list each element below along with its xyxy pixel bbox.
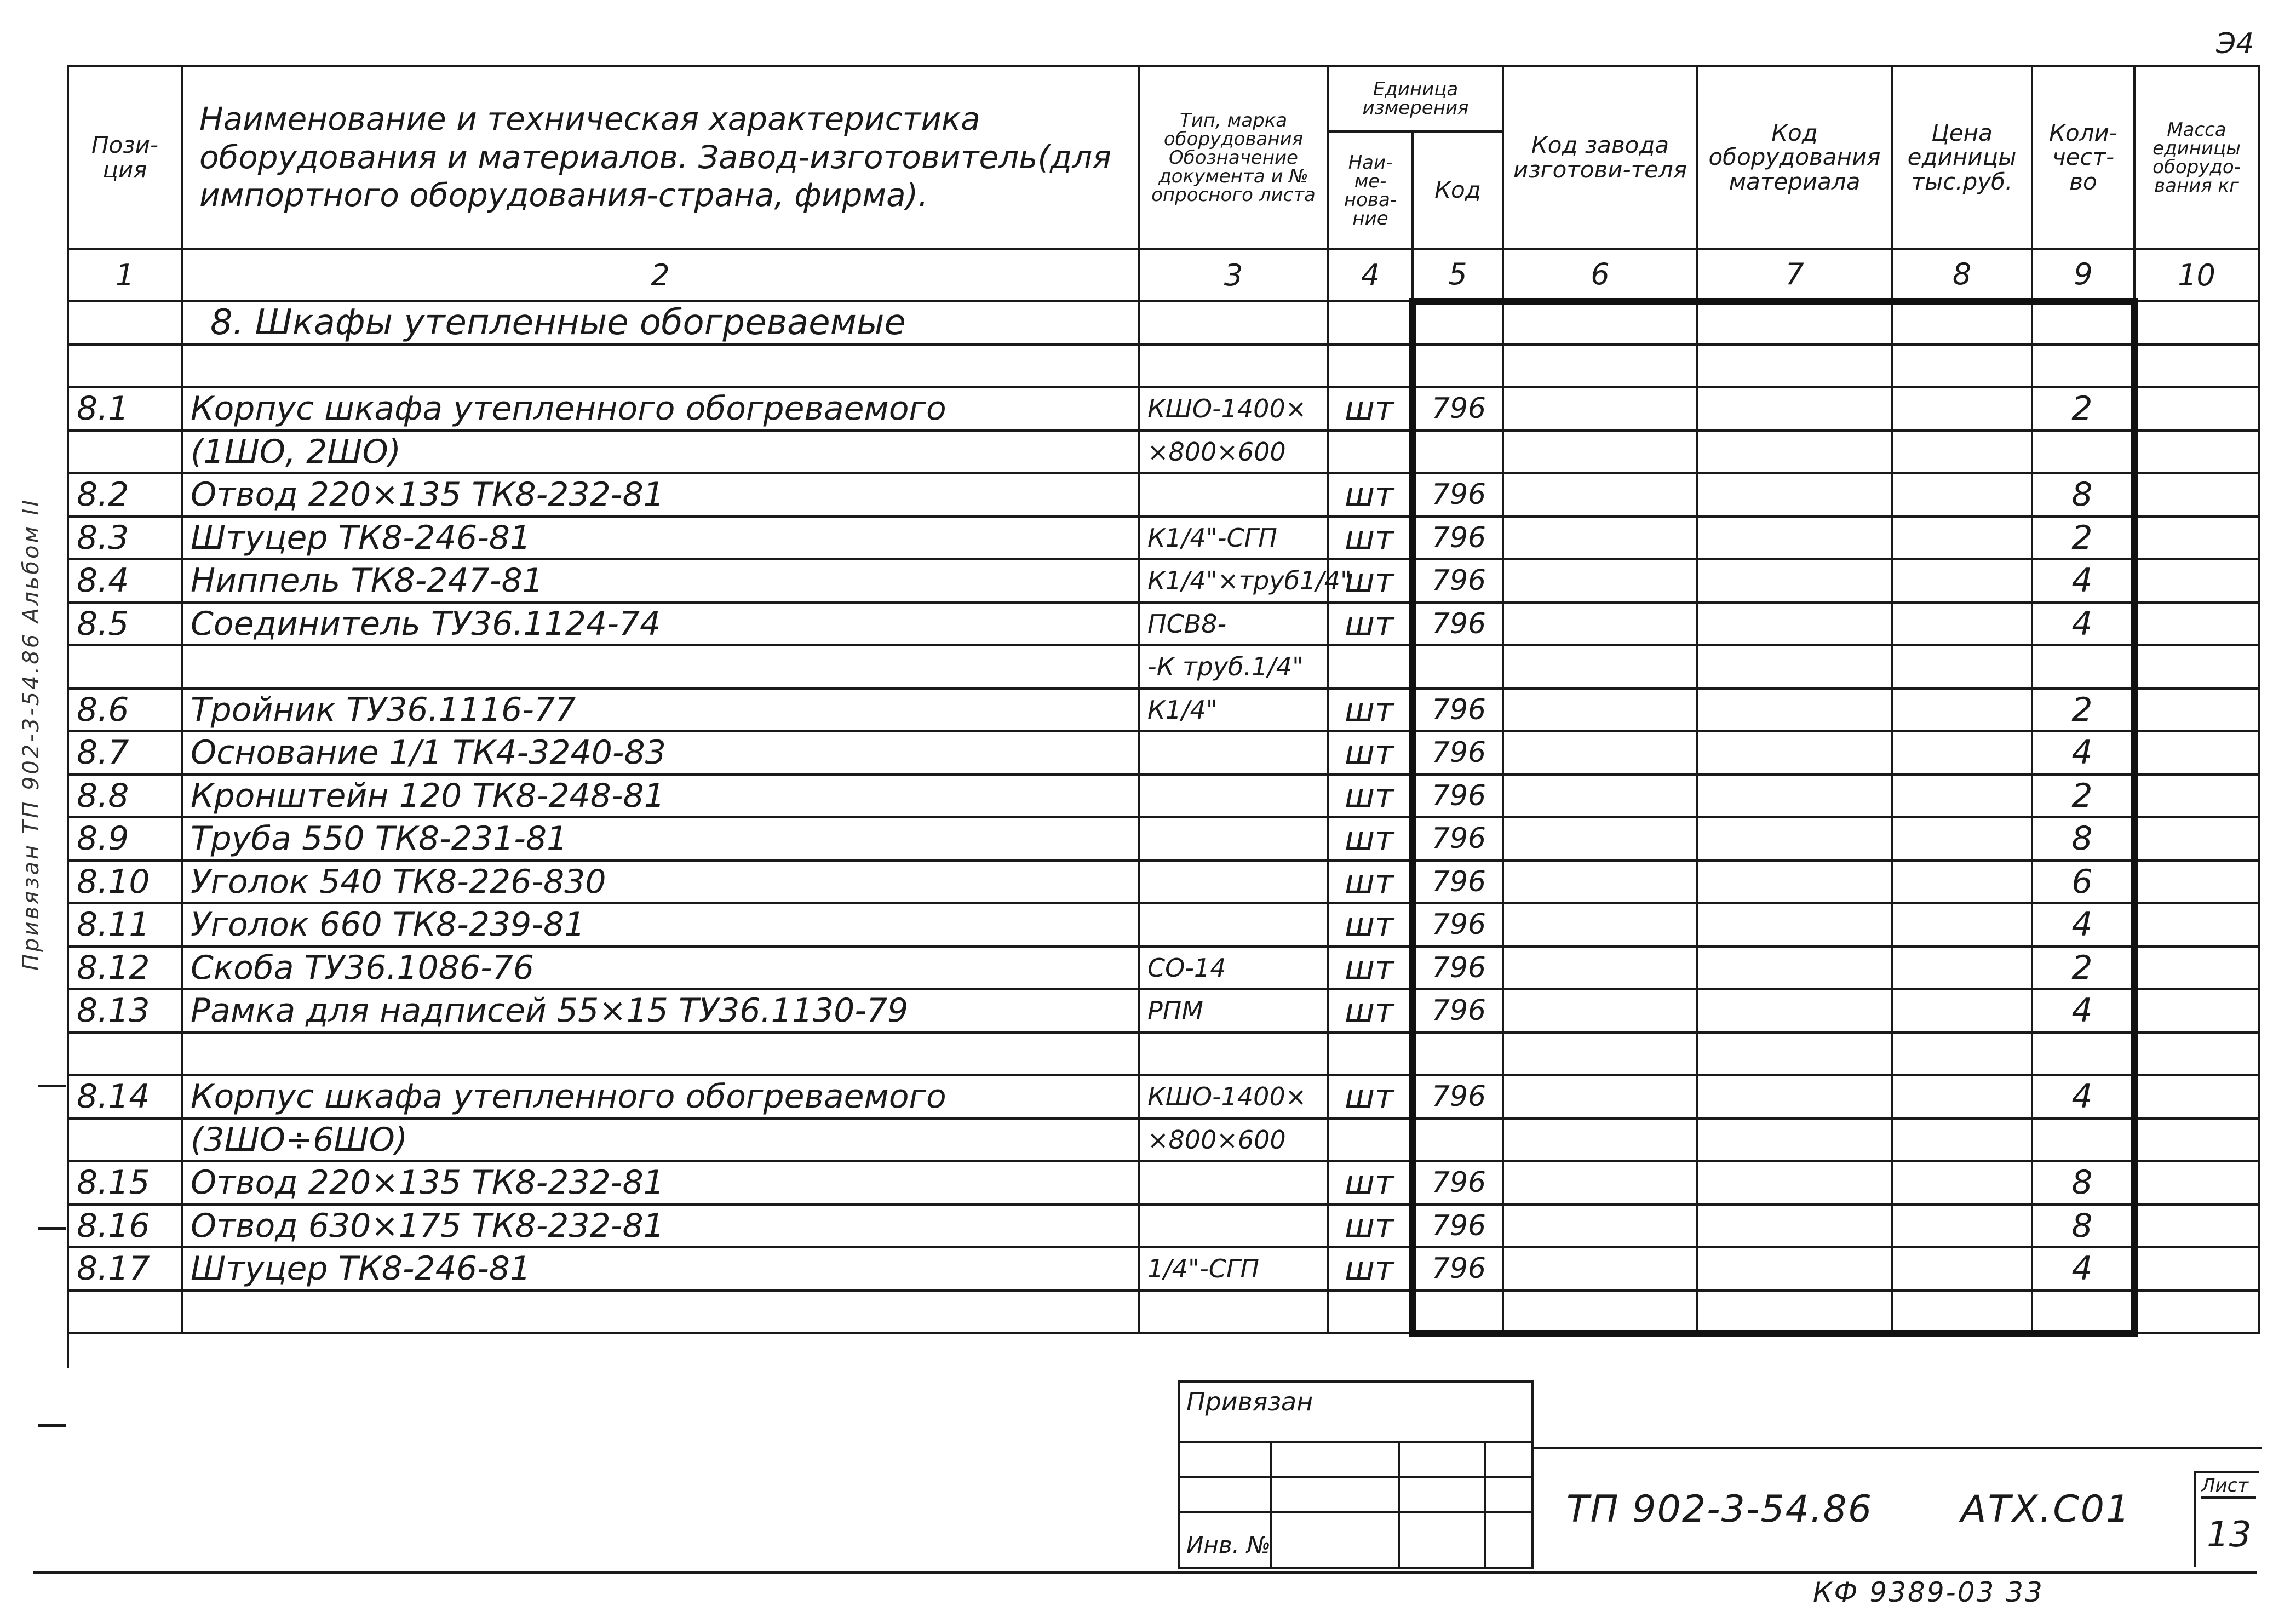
unit-cell: шт bbox=[1328, 861, 1413, 904]
material-code-cell bbox=[1697, 689, 1892, 732]
material-code-cell bbox=[1697, 775, 1892, 818]
type-cell: -К труб.1/4" bbox=[1139, 645, 1328, 689]
mass-cell bbox=[2134, 559, 2259, 603]
unit-code-cell: 796 bbox=[1413, 1205, 1503, 1248]
table-row bbox=[68, 517, 2259, 560]
unit-cell: шт bbox=[1328, 387, 1413, 431]
unit-code-cell: 796 bbox=[1413, 387, 1503, 431]
table-row bbox=[68, 947, 2259, 990]
type-cell: К1/4"×труб1/4" bbox=[1139, 559, 1328, 603]
unit-code-cell bbox=[1413, 1119, 1503, 1162]
position-cell bbox=[68, 645, 182, 689]
position-cell: 8.13 bbox=[68, 989, 182, 1033]
item-name-text: (1ШО, 2ШО) bbox=[191, 433, 401, 474]
unit-cell: шт bbox=[1328, 1205, 1413, 1248]
type-cell bbox=[1139, 861, 1328, 904]
type-cell: ПСВ8- bbox=[1139, 603, 1328, 646]
column-number: 7 bbox=[1697, 249, 1892, 301]
table-row bbox=[68, 559, 2259, 603]
maker-code-cell bbox=[1503, 903, 1697, 947]
unit-cell: шт bbox=[1328, 731, 1413, 775]
item-name-text: Кронштейн 120 ТК8-248-81 bbox=[191, 777, 665, 818]
material-code-cell bbox=[1697, 1075, 1892, 1119]
unit-code-cell: 796 bbox=[1413, 559, 1503, 603]
position-cell: 8.1 bbox=[68, 387, 182, 431]
mass-cell bbox=[2134, 689, 2259, 732]
type-cell bbox=[1139, 817, 1328, 861]
position-cell: 8.16 bbox=[68, 1205, 182, 1248]
type-cell: 1/4"-СГП bbox=[1139, 1247, 1328, 1291]
material-code-cell bbox=[1697, 947, 1892, 990]
mass-cell bbox=[2134, 1247, 2259, 1291]
column-number: 5 bbox=[1413, 249, 1503, 301]
item-name-cell bbox=[182, 861, 1139, 904]
item-name-cell bbox=[182, 903, 1139, 947]
maker-code-cell bbox=[1503, 689, 1697, 732]
item-name-cell bbox=[182, 775, 1139, 818]
quantity-cell: 8 bbox=[2032, 1161, 2134, 1205]
maker-code-cell bbox=[1503, 1247, 1697, 1291]
item-name-text: Штуцер ТК8-246-81 bbox=[191, 519, 531, 560]
type-cell: РПМ bbox=[1139, 989, 1328, 1033]
type-cell: КШО-1400× bbox=[1139, 1075, 1328, 1119]
quantity-cell: 4 bbox=[2032, 1247, 2134, 1291]
unit-cell: шт bbox=[1328, 473, 1413, 517]
column-number: 10 bbox=[2134, 249, 2259, 301]
header-unit-code: Код bbox=[1413, 131, 1503, 249]
position-cell: 8.4 bbox=[68, 559, 182, 603]
type-cell: ×800×600 bbox=[1139, 431, 1328, 474]
price-cell bbox=[1892, 775, 2032, 818]
item-name-text: Штуцер ТК8-246-81 bbox=[191, 1249, 531, 1291]
header-type: Тип, марка оборудования Обозначение документа и № опросного листа bbox=[1139, 66, 1328, 249]
quantity-cell: 2 bbox=[2032, 517, 2134, 560]
price-cell bbox=[1892, 645, 2032, 689]
unit-code-cell: 796 bbox=[1413, 903, 1503, 947]
maker-code-cell bbox=[1503, 817, 1697, 861]
mass-cell bbox=[2134, 645, 2259, 689]
unit-cell: шт bbox=[1328, 1161, 1413, 1205]
spacer-row bbox=[68, 345, 2259, 388]
quantity-cell: 2 bbox=[2032, 387, 2134, 431]
header-position: Пози-ция bbox=[68, 66, 182, 249]
corner-mark: Э4 bbox=[2216, 27, 2254, 60]
column-number: 9 bbox=[2032, 249, 2134, 301]
maker-code-cell bbox=[1503, 387, 1697, 431]
quantity-cell: 2 bbox=[2032, 775, 2134, 818]
maker-code-cell bbox=[1503, 1205, 1697, 1248]
item-name-cell bbox=[182, 817, 1139, 861]
table-row bbox=[68, 903, 2259, 947]
quantity-cell: 2 bbox=[2032, 689, 2134, 732]
type-cell bbox=[1139, 1205, 1328, 1248]
type-cell bbox=[1139, 731, 1328, 775]
quantity-cell bbox=[2032, 431, 2134, 474]
mass-cell bbox=[2134, 947, 2259, 990]
document-code: ТП 902-3-54.86 bbox=[1566, 1488, 1873, 1531]
table-row bbox=[68, 1161, 2259, 1205]
mass-cell bbox=[2134, 1119, 2259, 1162]
table-row bbox=[68, 989, 2259, 1033]
unit-code-cell: 796 bbox=[1413, 689, 1503, 732]
material-code-cell bbox=[1697, 1033, 1892, 1076]
maker-code-cell bbox=[1503, 1119, 1697, 1162]
maker-code-cell bbox=[1503, 775, 1697, 818]
item-name-cell bbox=[182, 1033, 1139, 1076]
item-name-cell bbox=[182, 689, 1139, 732]
unit-cell: шт bbox=[1328, 517, 1413, 560]
table-row bbox=[68, 1033, 2259, 1076]
quantity-cell: 6 bbox=[2032, 861, 2134, 904]
material-code-cell bbox=[1697, 1247, 1892, 1291]
item-name-cell bbox=[182, 645, 1139, 689]
header-price: Цена единицы тыс.руб. bbox=[1892, 66, 2032, 249]
unit-cell: шт bbox=[1328, 775, 1413, 818]
mass-cell bbox=[2134, 473, 2259, 517]
item-name-cell bbox=[182, 603, 1139, 646]
price-cell bbox=[1892, 1119, 2032, 1162]
material-code-cell bbox=[1697, 431, 1892, 474]
unit-code-cell bbox=[1413, 645, 1503, 689]
maker-code-cell bbox=[1503, 861, 1697, 904]
header-name: Наименование и техническая характеристика оборудования и материалов. Завод-изготовитель(для импортного оборудования-страна, фирма). bbox=[182, 66, 1139, 249]
type-cell: К1/4"-СГП bbox=[1139, 517, 1328, 560]
maker-code-cell bbox=[1503, 989, 1697, 1033]
item-name-cell bbox=[182, 517, 1139, 560]
unit-code-cell: 796 bbox=[1413, 517, 1503, 560]
table-row bbox=[68, 1075, 2259, 1119]
table-row bbox=[68, 1205, 2259, 1248]
item-name-text: Отвод 220×135 ТК8-232-81 bbox=[191, 1163, 664, 1205]
material-code-cell bbox=[1697, 1205, 1892, 1248]
title-block bbox=[1534, 1447, 2262, 1568]
unit-code-cell: 796 bbox=[1413, 473, 1503, 517]
column-number: 6 bbox=[1503, 249, 1697, 301]
table-row bbox=[68, 1119, 2259, 1162]
price-cell bbox=[1892, 861, 2032, 904]
mass-cell bbox=[2134, 903, 2259, 947]
header-unit-group: Единица измерения bbox=[1328, 66, 1503, 131]
table-row bbox=[68, 775, 2259, 818]
item-name-text: Отвод 220×135 ТК8-232-81 bbox=[191, 475, 664, 517]
item-name-cell bbox=[182, 731, 1139, 775]
mass-cell bbox=[2134, 989, 2259, 1033]
unit-cell: шт bbox=[1328, 559, 1413, 603]
column-number: 3 bbox=[1139, 249, 1328, 301]
item-name-text: Скоба ТУ36.1086-76 bbox=[191, 949, 534, 990]
sheet-number: 13 bbox=[2207, 1515, 2252, 1555]
item-name-text: Корпус шкафа утепленного обогреваемого bbox=[191, 1077, 946, 1119]
item-name-cell bbox=[182, 947, 1139, 990]
item-name-text: (3ШО÷6ШО) bbox=[191, 1121, 407, 1162]
price-cell bbox=[1892, 689, 2032, 732]
table-row bbox=[68, 603, 2259, 646]
item-name-text: Тройник ТУ36.1116-77 bbox=[191, 691, 576, 732]
mass-cell bbox=[2134, 387, 2259, 431]
price-cell bbox=[1892, 1033, 2032, 1076]
price-cell bbox=[1892, 517, 2032, 560]
maker-code-cell bbox=[1503, 1033, 1697, 1076]
quantity-cell bbox=[2032, 645, 2134, 689]
unit-code-cell: 796 bbox=[1413, 1075, 1503, 1119]
specification-table bbox=[67, 65, 2260, 1368]
table-row bbox=[68, 473, 2259, 517]
position-cell: 8.2 bbox=[68, 473, 182, 517]
item-name-text: Основание 1/1 ТК4-3240-83 bbox=[191, 733, 666, 775]
table-row bbox=[68, 861, 2259, 904]
position-cell bbox=[68, 1033, 182, 1076]
quantity-cell: 8 bbox=[2032, 1205, 2134, 1248]
unit-cell bbox=[1328, 1033, 1413, 1076]
mass-cell bbox=[2134, 775, 2259, 818]
mass-cell bbox=[2134, 731, 2259, 775]
unit-code-cell: 796 bbox=[1413, 775, 1503, 818]
unit-code-cell: 796 bbox=[1413, 603, 1503, 646]
type-cell: КШО-1400× bbox=[1139, 387, 1328, 431]
mass-cell bbox=[2134, 1033, 2259, 1076]
unit-cell: шт bbox=[1328, 1247, 1413, 1291]
item-name-text: Соединитель ТУ36.1124-74 bbox=[191, 605, 661, 646]
spacer-row bbox=[68, 1291, 2259, 1334]
position-cell: 8.5 bbox=[68, 603, 182, 646]
price-cell bbox=[1892, 387, 2032, 431]
position-cell: 8.15 bbox=[68, 1161, 182, 1205]
position-cell: 8.7 bbox=[68, 731, 182, 775]
unit-code-cell bbox=[1413, 431, 1503, 474]
material-code-cell bbox=[1697, 1119, 1892, 1162]
item-name-cell bbox=[182, 473, 1139, 517]
unit-cell bbox=[1328, 1119, 1413, 1162]
unit-code-cell: 796 bbox=[1413, 989, 1503, 1033]
price-cell bbox=[1892, 559, 2032, 603]
maker-code-cell bbox=[1503, 559, 1697, 603]
item-name-text: Рамка для надписей 55×15 ТУ36.1130-79 bbox=[191, 991, 908, 1033]
price-cell bbox=[1892, 1247, 2032, 1291]
mass-cell bbox=[2134, 861, 2259, 904]
unit-code-cell: 796 bbox=[1413, 947, 1503, 990]
material-code-cell bbox=[1697, 817, 1892, 861]
column-number: 4 bbox=[1328, 249, 1413, 301]
item-name-cell bbox=[182, 559, 1139, 603]
unit-cell: шт bbox=[1328, 817, 1413, 861]
margin-tick bbox=[38, 1424, 66, 1427]
quantity-cell: 8 bbox=[2032, 473, 2134, 517]
item-name-text: Труба 550 ТК8-231-81 bbox=[191, 819, 567, 861]
section-row bbox=[68, 301, 2259, 345]
material-code-cell bbox=[1697, 1161, 1892, 1205]
mass-cell bbox=[2134, 1075, 2259, 1119]
quantity-cell: 2 bbox=[2032, 947, 2134, 990]
position-cell: 8.10 bbox=[68, 861, 182, 904]
item-name-cell bbox=[182, 387, 1139, 431]
maker-code-cell bbox=[1503, 731, 1697, 775]
price-cell bbox=[1892, 1161, 2032, 1205]
price-cell bbox=[1892, 989, 2032, 1033]
table-row bbox=[68, 731, 2259, 775]
material-code-cell bbox=[1697, 731, 1892, 775]
header-maker-code: Код завода изготови-теля bbox=[1503, 66, 1697, 249]
unit-cell bbox=[1328, 645, 1413, 689]
quantity-cell: 4 bbox=[2032, 731, 2134, 775]
type-cell: ×800×600 bbox=[1139, 1119, 1328, 1162]
material-code-cell bbox=[1697, 903, 1892, 947]
item-name-text: Уголок 660 ТК8-239-81 bbox=[191, 905, 585, 947]
section-title: 8. Шкафы утепленные обогреваемые bbox=[182, 301, 1139, 345]
material-code-cell bbox=[1697, 645, 1892, 689]
unit-cell: шт bbox=[1328, 903, 1413, 947]
column-number: 1 bbox=[68, 249, 182, 301]
item-name-text: Уголок 540 ТК8-226-830 bbox=[191, 863, 606, 904]
item-name-cell bbox=[182, 1075, 1139, 1119]
price-cell bbox=[1892, 817, 2032, 861]
header-quantity: Коли-чест-во bbox=[2032, 66, 2134, 249]
position-cell: 8.11 bbox=[68, 903, 182, 947]
item-name-cell bbox=[182, 1247, 1139, 1291]
maker-code-cell bbox=[1503, 473, 1697, 517]
header-material-code: Код оборудования материала bbox=[1697, 66, 1892, 249]
unit-cell: шт bbox=[1328, 603, 1413, 646]
price-cell bbox=[1892, 1205, 2032, 1248]
bottom-border-line bbox=[33, 1571, 2257, 1574]
maker-code-cell bbox=[1503, 1075, 1697, 1119]
item-name-cell bbox=[182, 1119, 1139, 1162]
quantity-cell bbox=[2032, 1119, 2134, 1162]
quantity-cell bbox=[2032, 1033, 2134, 1076]
unit-code-cell: 796 bbox=[1413, 817, 1503, 861]
header-mass: Масса единицы оборудо-вания кг bbox=[2134, 66, 2259, 249]
item-name-cell bbox=[182, 1205, 1139, 1248]
item-name-cell bbox=[182, 1161, 1139, 1205]
price-cell bbox=[1892, 903, 2032, 947]
maker-code-cell bbox=[1503, 947, 1697, 990]
type-cell bbox=[1139, 1161, 1328, 1205]
unit-cell: шт bbox=[1328, 989, 1413, 1033]
mass-cell bbox=[2134, 517, 2259, 560]
unit-cell: шт bbox=[1328, 689, 1413, 732]
sheet-box bbox=[2194, 1471, 2259, 1567]
mass-cell bbox=[2134, 1161, 2259, 1205]
item-name-text: Отвод 630×175 ТК8-232-81 bbox=[191, 1207, 664, 1248]
type-cell: СО-14 bbox=[1139, 947, 1328, 990]
quantity-cell: 8 bbox=[2032, 817, 2134, 861]
column-number: 8 bbox=[1892, 249, 2032, 301]
table-row bbox=[68, 431, 2259, 474]
position-cell: 8.3 bbox=[68, 517, 182, 560]
unit-cell: шт bbox=[1328, 947, 1413, 990]
column-number-row bbox=[68, 249, 2259, 301]
mass-cell bbox=[2134, 431, 2259, 474]
position-cell: 8.8 bbox=[68, 775, 182, 818]
quantity-cell: 4 bbox=[2032, 989, 2134, 1033]
item-name-text: Корпус шкафа утепленного обогреваемого bbox=[191, 389, 946, 431]
position-cell bbox=[68, 431, 182, 474]
material-code-cell bbox=[1697, 517, 1892, 560]
type-cell bbox=[1139, 903, 1328, 947]
material-code-cell bbox=[1697, 559, 1892, 603]
position-cell: 8.17 bbox=[68, 1247, 182, 1291]
position-cell: 8.12 bbox=[68, 947, 182, 990]
item-name-text: Ниппель ТК8-247-81 bbox=[191, 561, 543, 603]
price-cell bbox=[1892, 1075, 2032, 1119]
header-unit-name: Наи-ме-нова-ние bbox=[1328, 131, 1413, 249]
position-cell: 8.9 bbox=[68, 817, 182, 861]
inventory-label: Инв. № bbox=[1186, 1532, 1271, 1558]
material-code-cell bbox=[1697, 861, 1892, 904]
item-name-cell bbox=[182, 431, 1139, 474]
maker-code-cell bbox=[1503, 645, 1697, 689]
quantity-cell: 4 bbox=[2032, 603, 2134, 646]
mass-cell bbox=[2134, 603, 2259, 646]
unit-code-cell: 796 bbox=[1413, 861, 1503, 904]
position-cell: 8.6 bbox=[68, 689, 182, 732]
table-row bbox=[68, 817, 2259, 861]
price-cell bbox=[1892, 431, 2032, 474]
price-cell bbox=[1892, 731, 2032, 775]
material-code-cell bbox=[1697, 603, 1892, 646]
type-cell: К1/4" bbox=[1139, 689, 1328, 732]
position-cell: 8.14 bbox=[68, 1075, 182, 1119]
unit-code-cell: 796 bbox=[1413, 731, 1503, 775]
maker-code-cell bbox=[1503, 1161, 1697, 1205]
quantity-cell: 4 bbox=[2032, 1075, 2134, 1119]
position-cell bbox=[68, 1119, 182, 1162]
unit-cell bbox=[1328, 431, 1413, 474]
filler-row bbox=[68, 1333, 2259, 1368]
unit-code-cell bbox=[1413, 1033, 1503, 1076]
maker-code-cell bbox=[1503, 603, 1697, 646]
table-row bbox=[68, 1247, 2259, 1291]
side-margin-note: Привязан ТП 902-3-54.86 Альбом II bbox=[19, 498, 44, 971]
column-number: 2 bbox=[182, 249, 1139, 301]
maker-code-cell bbox=[1503, 431, 1697, 474]
unit-cell: шт bbox=[1328, 1075, 1413, 1119]
margin-tick bbox=[38, 1227, 66, 1230]
material-code-cell bbox=[1697, 473, 1892, 517]
mass-cell bbox=[2134, 1205, 2259, 1248]
price-cell bbox=[1892, 947, 2032, 990]
mass-cell bbox=[2134, 817, 2259, 861]
price-cell bbox=[1892, 603, 2032, 646]
margin-tick bbox=[38, 1085, 66, 1087]
quantity-cell: 4 bbox=[2032, 903, 2134, 947]
price-cell bbox=[1892, 473, 2032, 517]
unit-code-cell: 796 bbox=[1413, 1161, 1503, 1205]
material-code-cell bbox=[1697, 387, 1892, 431]
table-row bbox=[68, 645, 2259, 689]
material-code-cell bbox=[1697, 989, 1892, 1033]
type-cell bbox=[1139, 1033, 1328, 1076]
quantity-cell: 4 bbox=[2032, 559, 2134, 603]
table-row bbox=[68, 689, 2259, 732]
inventory-number: КФ 9389-03 33 bbox=[1813, 1576, 2044, 1608]
table-row bbox=[68, 387, 2259, 431]
unit-code-cell: 796 bbox=[1413, 1247, 1503, 1291]
sheet-label: Лист bbox=[2201, 1475, 2256, 1499]
type-cell bbox=[1139, 775, 1328, 818]
binding-block bbox=[1178, 1380, 1534, 1569]
maker-code-cell bbox=[1503, 517, 1697, 560]
document-mark: АТХ.С01 bbox=[1961, 1488, 2132, 1531]
bound-label: Привязан bbox=[1186, 1387, 1313, 1417]
item-name-cell bbox=[182, 989, 1139, 1033]
type-cell bbox=[1139, 473, 1328, 517]
